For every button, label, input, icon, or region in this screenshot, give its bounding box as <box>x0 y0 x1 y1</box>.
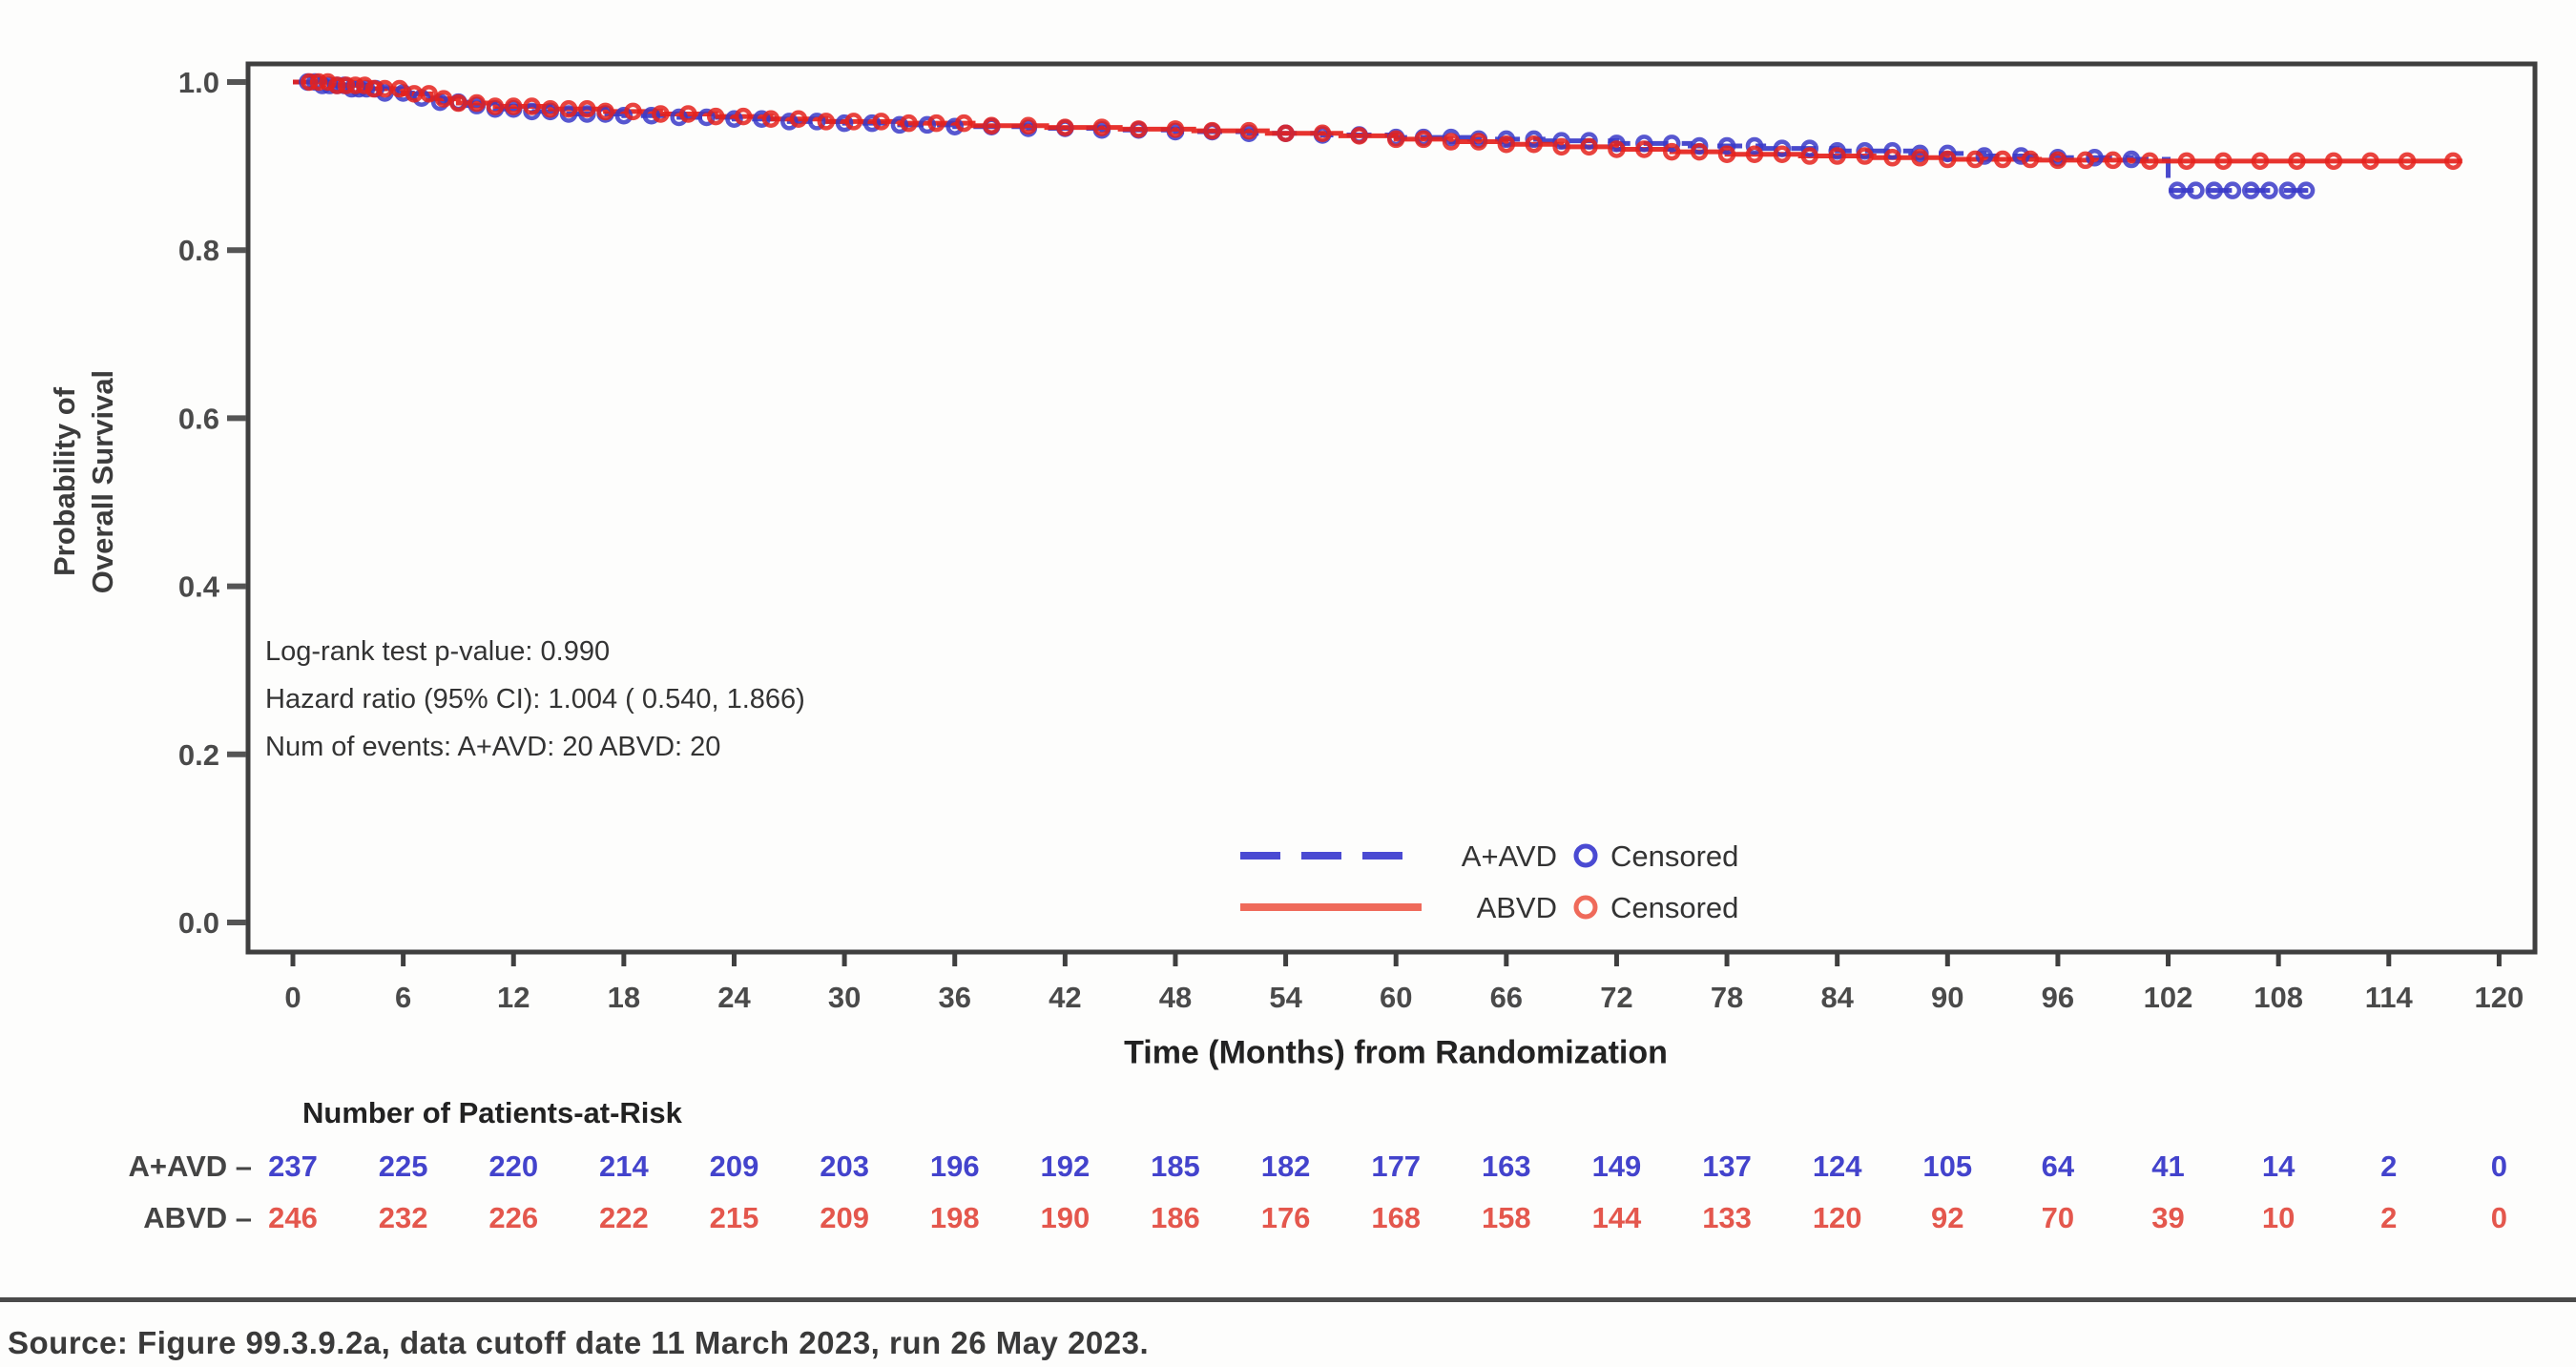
x-tick-label: 18 <box>607 981 641 1014</box>
risk-value: 70 <box>2041 1201 2075 1234</box>
x-tick-label: 84 <box>1820 981 1854 1014</box>
risk-value: 158 <box>1481 1201 1531 1234</box>
risk-value: 168 <box>1371 1201 1422 1234</box>
risk-value: 120 <box>1812 1201 1862 1234</box>
x-tick-label: 30 <box>827 981 862 1014</box>
x-tick-label: 72 <box>1600 981 1633 1014</box>
x-tick-label: 54 <box>1269 981 1302 1014</box>
risk-value: 137 <box>1702 1150 1752 1183</box>
censor-marker-aavd <box>2226 184 2239 197</box>
risk-value: 14 <box>2261 1150 2296 1183</box>
x-tick-label: 120 <box>2474 981 2524 1014</box>
x-tick-label: 66 <box>1489 981 1524 1014</box>
x-tick-label: 108 <box>2254 981 2304 1014</box>
risk-value: 0 <box>2490 1201 2508 1234</box>
risk-value: 0 <box>2490 1150 2508 1183</box>
risk-value: 176 <box>1260 1201 1311 1234</box>
x-tick-label: 0 <box>284 981 301 1014</box>
risk-value: 185 <box>1151 1150 1200 1183</box>
legend-label: ABVD <box>1476 891 1557 924</box>
x-tick-label: 42 <box>1049 981 1082 1014</box>
y-axis-title-line2: Overall Survival <box>86 369 119 594</box>
risk-row-label: ABVD – <box>143 1201 252 1234</box>
hazard-ratio-text: Hazard ratio (95% CI): 1.004 ( 0.540, 1.866) <box>265 684 805 715</box>
y-tick-label: 0.6 <box>177 402 219 436</box>
km-curve-aavd <box>293 82 2316 191</box>
risk-value: 2 <box>2380 1150 2398 1183</box>
y-tick-label: 1.0 <box>177 66 219 99</box>
risk-value: 190 <box>1040 1201 1091 1234</box>
x-tick-label: 36 <box>938 981 971 1014</box>
risk-value: 149 <box>1591 1150 1642 1183</box>
risk-value: 196 <box>929 1150 980 1183</box>
risk-value: 39 <box>2151 1201 2185 1234</box>
stats-annotation-block <box>265 628 805 771</box>
x-tick-label: 6 <box>394 981 412 1014</box>
legend-censored-marker <box>1576 846 1595 865</box>
x-tick-label: 90 <box>1931 981 1964 1014</box>
risk-row-label: A+AVD – <box>128 1150 252 1183</box>
legend-censored-label: Censored <box>1610 839 1739 873</box>
x-tick-label: 60 <box>1379 981 1413 1014</box>
logrank-pvalue-text: Log-rank test p-value: 0.990 <box>265 636 611 667</box>
y-tick-label: 0.4 <box>177 570 219 604</box>
risk-value: 92 <box>1931 1201 1964 1234</box>
num-events-text: Num of events: A+AVD: 20 ABVD: 20 <box>265 732 721 762</box>
legend-label: A+AVD <box>1461 839 1557 873</box>
risk-value: 232 <box>378 1201 428 1234</box>
risk-value: 214 <box>598 1150 649 1183</box>
legend-censored-label: Censored <box>1610 891 1739 924</box>
risk-table-title: Number of Patients-at-Risk <box>302 1096 682 1129</box>
risk-value: 186 <box>1151 1201 1200 1234</box>
risk-value: 182 <box>1260 1150 1311 1183</box>
risk-value: 246 <box>268 1201 318 1234</box>
risk-value: 2 <box>2380 1201 2398 1234</box>
risk-value: 203 <box>820 1150 869 1183</box>
risk-value: 64 <box>2041 1150 2075 1183</box>
risk-value: 226 <box>488 1201 539 1234</box>
risk-value: 209 <box>709 1150 759 1183</box>
risk-value: 10 <box>2261 1201 2296 1234</box>
x-tick-label: 78 <box>1710 981 1744 1014</box>
risk-value: 144 <box>1591 1201 1642 1234</box>
risk-value: 222 <box>598 1201 649 1234</box>
y-tick-label: 0.2 <box>177 737 219 772</box>
risk-value: 209 <box>820 1201 869 1234</box>
risk-value: 124 <box>1812 1150 1862 1183</box>
y-tick-label: 0.0 <box>177 906 219 940</box>
censor-marker-aavd <box>2189 184 2202 197</box>
x-tick-label: 12 <box>496 981 530 1014</box>
risk-value: 237 <box>268 1150 318 1183</box>
y-tick-label: 0.8 <box>177 234 219 268</box>
legend-censored-marker <box>1576 898 1595 917</box>
x-tick-label: 24 <box>717 981 751 1014</box>
y-axis-title <box>46 370 122 593</box>
x-tick-label: 48 <box>1158 981 1193 1014</box>
risk-value: 177 <box>1371 1150 1422 1183</box>
x-tick-label: 96 <box>2041 981 2075 1014</box>
x-tick-label: 102 <box>2143 981 2193 1014</box>
x-tick-label: 114 <box>2364 981 2413 1014</box>
risk-value: 192 <box>1040 1150 1091 1183</box>
risk-value: 198 <box>929 1201 980 1234</box>
risk-value: 105 <box>1922 1150 1973 1183</box>
risk-value: 163 <box>1481 1150 1531 1183</box>
source-footnote: Source: Figure 99.3.9.2a, data cutoff date 11 March 2023, run 26 May 2023. <box>8 1325 1150 1360</box>
risk-value: 220 <box>488 1150 539 1183</box>
risk-value: 133 <box>1702 1201 1752 1234</box>
footer-divider-line <box>0 1297 2576 1302</box>
risk-value: 225 <box>378 1150 428 1183</box>
x-axis-title: Time (Months) from Randomization <box>1124 1034 1668 1071</box>
risk-value: 215 <box>709 1201 759 1234</box>
y-axis-title-line1: Probability of <box>48 386 81 577</box>
risk-value: 41 <box>2151 1150 2185 1183</box>
